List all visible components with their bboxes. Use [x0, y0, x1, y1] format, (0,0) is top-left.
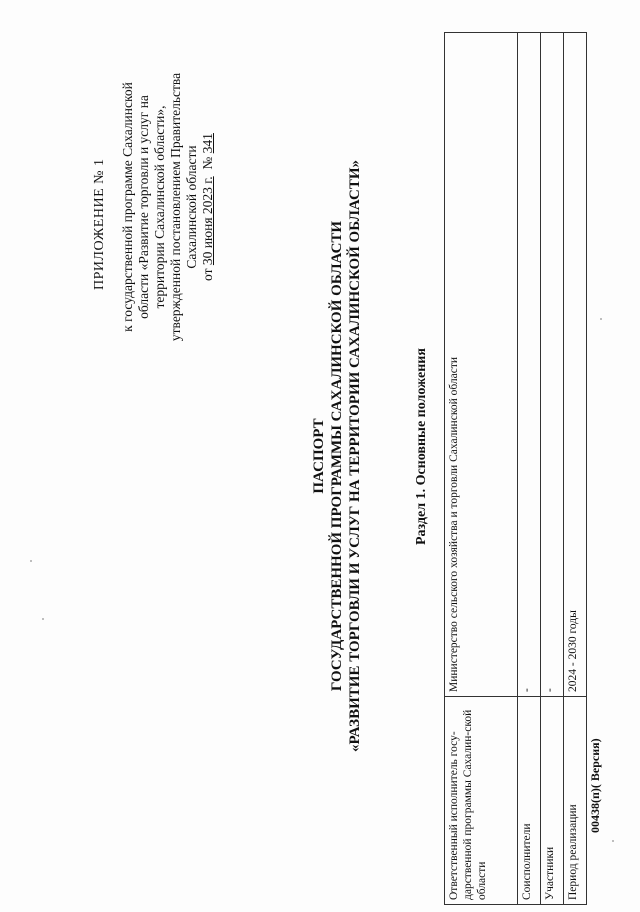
- table-row: [518, 33, 541, 905]
- appendix-line-5: Сахалинской области: [184, 145, 199, 269]
- date-prefix: от: [200, 265, 215, 281]
- table-row: [445, 33, 518, 905]
- table-row: [541, 33, 564, 905]
- row-value: -: [518, 33, 541, 697]
- row-value: 2024 - 2030 годы: [564, 33, 587, 697]
- passport-line-2: ГОСУДАРСТВЕННОЙ ПРОГРАММЫ САХАЛИНСКОЙ ОБЛАСТИ: [329, 220, 345, 692]
- appendix-line-3: территории Сахалинской области»,: [152, 105, 167, 309]
- row-label: Период реализации: [564, 697, 587, 905]
- row-label: Участники: [541, 697, 564, 905]
- scan-speck: [600, 318, 602, 320]
- scan-speck: [612, 840, 614, 842]
- document-code: 00438(п)( Версия): [588, 738, 602, 833]
- approval-number: 341: [200, 133, 215, 154]
- main-positions-table: [444, 32, 587, 905]
- approval-date: 30 июня 2023 г.: [200, 176, 215, 266]
- section-title: Раздел 1. Основные положения: [414, 348, 429, 545]
- row-label: Ответственный исполнитель госу-дарственной программы Сахалин-ской области: [445, 697, 518, 905]
- scan-speck: [30, 560, 32, 562]
- passport-heading: ПАСПОРТ: [311, 418, 327, 494]
- appendix-line-4: утвержденной постановлением Правительства: [168, 72, 183, 342]
- row-label: Соисполнители: [518, 697, 541, 905]
- appendix-line-1: к государственной программе Сахалинской: [120, 82, 135, 332]
- passport-line-3: «РАЗВИТИЕ ТОРГОВЛИ И УСЛУГ НА ТЕРРИТОРИИ САХАЛИНСКОЙ ОБЛАСТИ»: [347, 159, 363, 753]
- row-value: Министерство сельского хозяйства и торговли Сахалинской области: [445, 33, 518, 697]
- scan-speck: [42, 618, 44, 620]
- passport-title: [310, 116, 364, 796]
- number-prefix: №: [200, 153, 215, 177]
- appendix-title: ПРИЛОЖЕНИЕ № 1: [92, 158, 107, 290]
- appendix-line-2: области «Развитие торговли и услуг на: [136, 95, 151, 319]
- row-value: -: [541, 33, 564, 697]
- appendix-note: [120, 62, 216, 352]
- table-row: [564, 33, 587, 905]
- appendix-date-line: [200, 62, 216, 352]
